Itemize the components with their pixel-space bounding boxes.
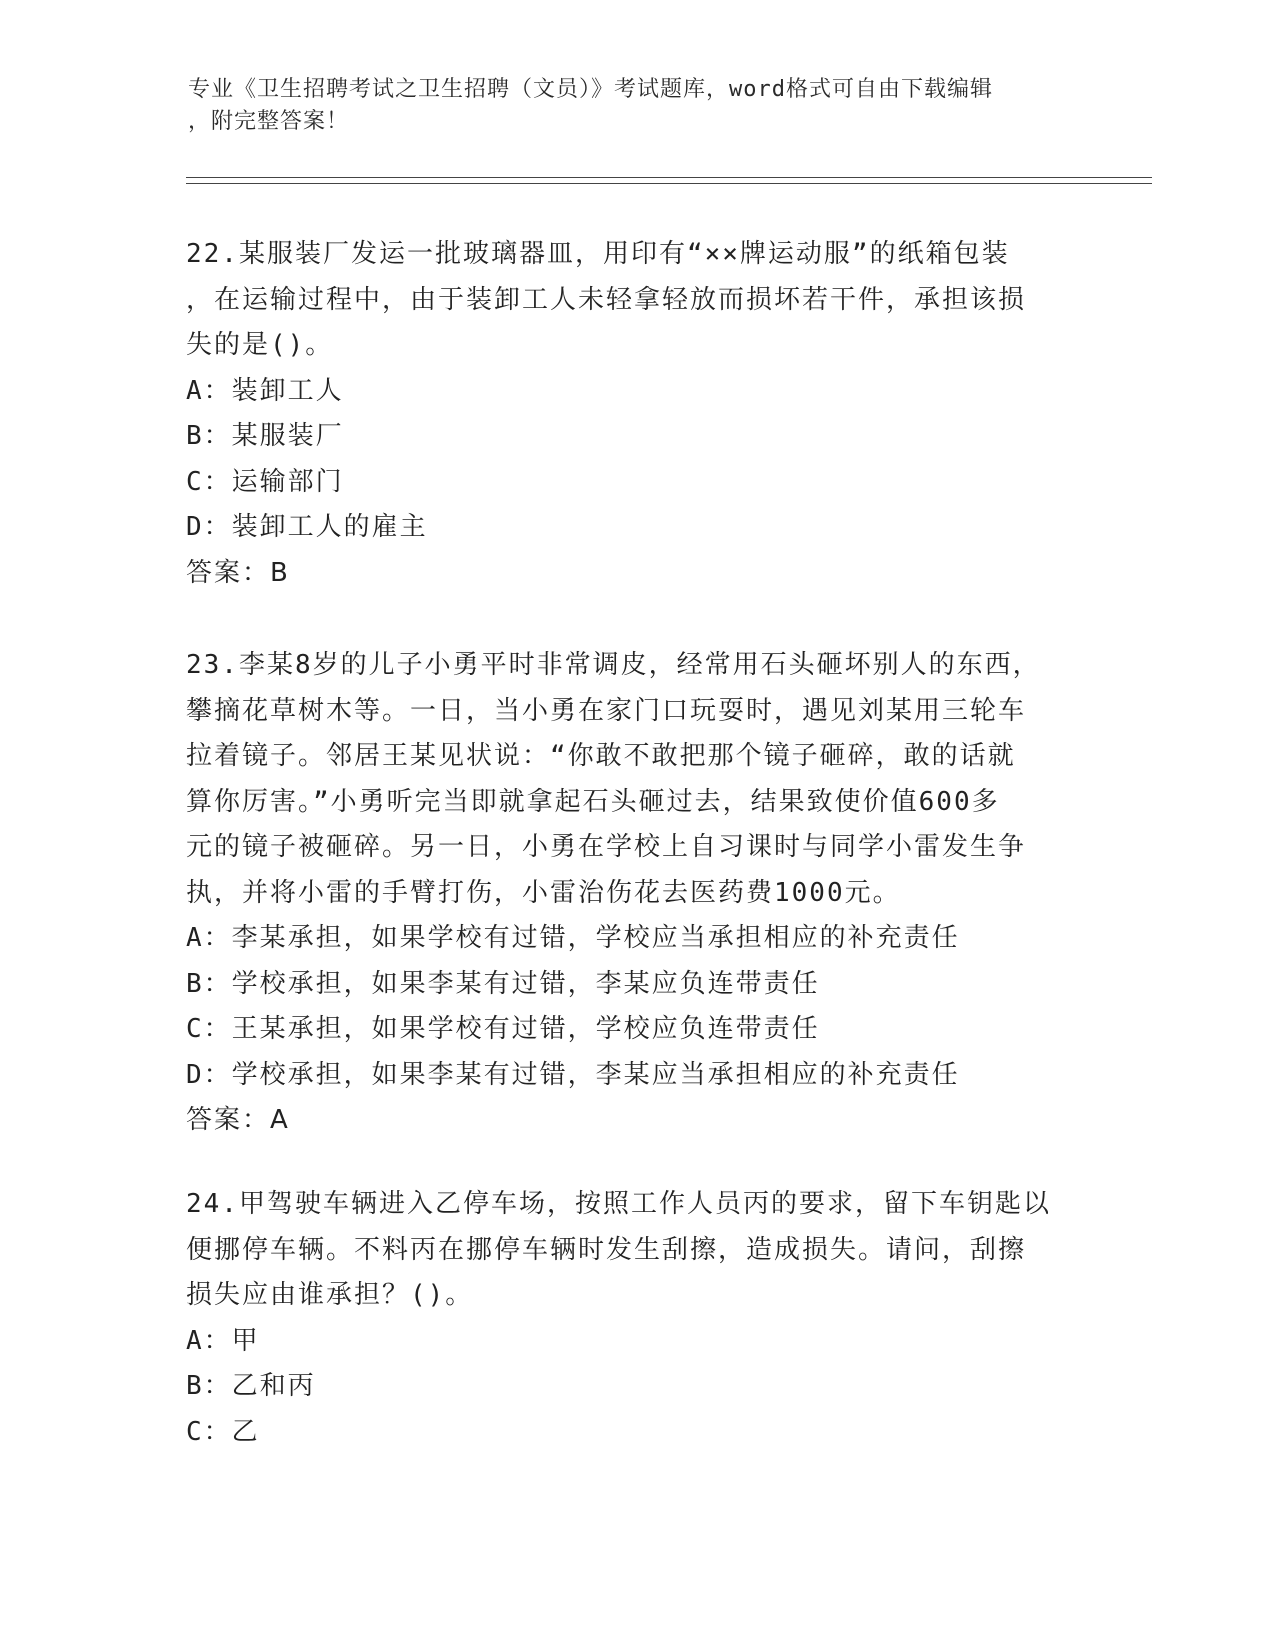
header-line-2: ，附完整答案！: [188, 109, 350, 134]
option-c: C：运输部门: [186, 466, 344, 497]
option-a: A：李某承担，如果学校有过错，学校应当承担相应的补充责任: [186, 923, 960, 953]
option-d: D：装卸工人的雇主: [186, 512, 428, 542]
option-c: C：乙: [186, 1416, 260, 1447]
answer: 答案：B: [186, 557, 290, 588]
option-c: C：王某承担，如果学校有过错，学校应负连带责任: [186, 1014, 820, 1044]
question-text-line: 算你厉害。”小勇听完当即就拿起石头砸过去，结果致使价值600多: [186, 786, 1000, 817]
question-text-line: 便挪停车辆。不料丙在挪停车辆时发生刮擦，造成损失。请问，刮擦: [186, 1234, 1027, 1265]
question-text-line: 攀摘花草树木等。一日，当小勇在家门口玩耍时，遇见刘某用三轮车: [186, 695, 1027, 726]
option-b: B：学校承担，如果李某有过错，李某应负连带责任: [186, 968, 820, 999]
question-text-line: 23.李某8岁的儿子小勇平时非常调皮，经常用石头砸坏别人的东西，: [186, 650, 1041, 680]
question-text-line: ，在运输过程中，由于装卸工人未轻拿轻放而损坏若干件，承担该损: [186, 284, 1027, 315]
question-23: [186, 643, 1086, 1144]
option-b: B：乙和丙: [186, 1371, 316, 1401]
question-text-line: 拉着镜子。邻居王某见状说：“你敢不敢把那个镜子砸碎，敢的话就: [186, 741, 1016, 771]
header-divider-top: [186, 177, 1152, 178]
question-24: [186, 1182, 1086, 1455]
question-text-line: 元的镜子被砸碎。另一日，小勇在学校上自习课时与同学小雷发生争: [186, 832, 1027, 862]
question-text-line: 执，并将小雷的手臂打伤，小雷治伤花去医药费1000元。: [186, 877, 901, 908]
question-text-line: 24.甲驾驶车辆进入乙停车场，按照工作人员丙的要求，留下车钥匙以: [186, 1189, 1051, 1219]
answer: 答案：A: [186, 1105, 290, 1135]
option-d: D：学校承担，如果李某有过错，李某应当承担相应的补充责任: [186, 1059, 960, 1090]
question-text-line: 22.某服装厂发运一批玻璃器皿，用印有“××牌运动服”的纸箱包装: [186, 239, 1010, 269]
option-a: A：甲: [186, 1325, 260, 1356]
option-a: A：装卸工人: [186, 375, 344, 406]
question-text-line: 损失应由谁承担？()。: [186, 1280, 474, 1310]
question-text-line: 失的是()。: [186, 330, 334, 360]
option-b: B：某服装厂: [186, 421, 344, 451]
header-divider-bottom: [186, 183, 1152, 184]
question-22: [186, 232, 1086, 596]
header-line-1: 专业《卫生招聘考试之卫生招聘（文员）》考试题库，word格式可自由下载编辑: [188, 77, 993, 102]
document-header: [188, 74, 1068, 138]
